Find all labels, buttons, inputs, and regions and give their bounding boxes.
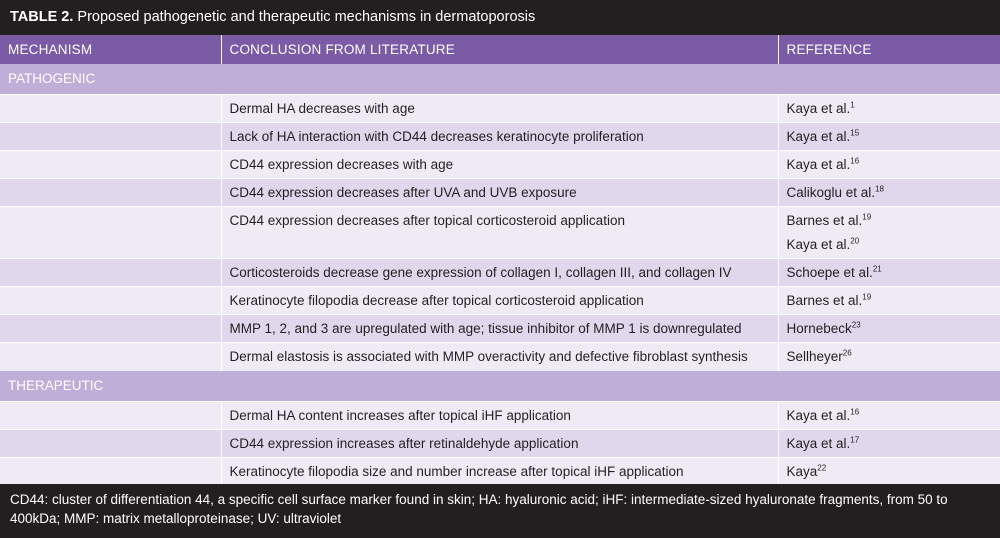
table-title	[0, 0, 1000, 35]
section-row-therapeutic	[0, 371, 1000, 402]
conclusion-cell: Corticosteroids decrease gene expression of collagen I, collagen III, and collagen IV	[221, 259, 778, 287]
table-row	[0, 401, 1000, 429]
reference-number: 19	[862, 212, 872, 222]
table-row	[0, 457, 1000, 485]
mechanism-cell	[0, 179, 221, 207]
reference-cell	[778, 401, 1000, 429]
header-conclusion: CONCLUSION FROM LITERATURE	[221, 35, 778, 64]
reference-number: 16	[850, 156, 860, 166]
table-row	[0, 123, 1000, 151]
reference-cell	[778, 207, 1000, 259]
reference-cell	[778, 179, 1000, 207]
mechanism-cell	[0, 401, 221, 429]
reference-cell	[778, 457, 1000, 485]
table-caption: Proposed pathogenetic and therapeutic mechanisms in dermatoporosis	[77, 9, 536, 25]
mechanism-cell	[0, 457, 221, 485]
reference-number: 20	[850, 236, 860, 246]
mechanism-cell	[0, 343, 221, 371]
reference-number: 22	[817, 463, 827, 472]
conclusion-cell: CD44 expression decreases after topical corticosteroid application	[221, 207, 778, 259]
mechanism-cell	[0, 287, 221, 315]
reference-cell	[778, 95, 1000, 123]
conclusion-cell: CD44 expression decreases with age	[221, 151, 778, 179]
mechanism-cell	[0, 95, 221, 123]
reference-name: Calikoglu et al.	[786, 185, 876, 200]
conclusion-cell: Keratinocyte filopodia decrease after topical corticosteroid application	[221, 287, 778, 315]
reference-number: 16	[850, 407, 860, 416]
conclusion-cell: Dermal elastosis is associated with MMP overactivity and defective fibroblast synthesis	[221, 343, 778, 371]
reference-number: 18	[875, 184, 884, 194]
section-row-pathogenic	[0, 64, 1000, 95]
table-row	[0, 315, 1000, 343]
header-reference: REFERENCE	[778, 35, 1000, 64]
reference-name: Kaya et al.	[786, 435, 851, 451]
table-row	[0, 151, 1000, 179]
mechanism-cell	[0, 151, 221, 179]
table-row	[0, 429, 1000, 457]
conclusion-cell: Keratinocyte filopodia size and number increase after topical iHF application	[221, 457, 778, 485]
reference-name: Kaya et al.	[786, 129, 851, 144]
table-row	[0, 179, 1000, 207]
table-label: TABLE 2.	[10, 9, 74, 25]
header-row	[0, 35, 1000, 64]
reference-name: Barnes et al.	[786, 293, 863, 308]
reference-number: 1	[850, 100, 855, 110]
table-footnote: CD44: cluster of differentiation 44, a specific cell surface marker found in skin; HA: hyaluronic acid; iHF: intermediate-sized hyaluronate fragments, from 50 to 400kDa; MMP: matrix metalloproteinase; UV: ultraviolet	[0, 484, 1000, 538]
reference-number: 19	[862, 292, 872, 302]
reference-name: Barnes et al.	[786, 213, 863, 228]
reference-cell	[778, 123, 1000, 151]
section-label: PATHOGENIC	[0, 64, 1000, 95]
reference-cell	[778, 343, 1000, 371]
conclusion-cell: Lack of HA interaction with CD44 decreases keratinocyte proliferation	[221, 123, 778, 151]
mechanism-cell	[0, 429, 221, 457]
reference-cell	[778, 151, 1000, 179]
conclusion-cell: Dermal HA decreases with age	[221, 95, 778, 123]
reference-name: Schoepe et al.	[786, 265, 873, 280]
reference-cell	[778, 259, 1000, 287]
reference-name: Hornebeck	[786, 321, 852, 336]
reference-number: 15	[850, 128, 860, 138]
reference-number: 21	[872, 264, 882, 274]
mechanism-cell	[0, 315, 221, 343]
conclusion-cell: CD44 expression increases after retinaldehyde application	[221, 429, 778, 457]
reference-name: Sellheyer	[786, 349, 843, 364]
table-row	[0, 95, 1000, 123]
table-row	[0, 259, 1000, 287]
reference-cell	[778, 315, 1000, 343]
conclusion-cell: Dermal HA content increases after topical iHF application	[221, 401, 778, 429]
reference-name: Kaya et al.	[786, 237, 851, 252]
table-row	[0, 287, 1000, 315]
reference-name: Kaya et al.	[786, 407, 851, 423]
mechanism-cell	[0, 123, 221, 151]
mechanism-cell	[0, 259, 221, 287]
reference-number: 26	[842, 348, 852, 358]
reference-number: 17	[850, 435, 860, 444]
reference-name: Kaya et al.	[786, 101, 851, 116]
conclusion-cell: CD44 expression decreases after UVA and UVB exposure	[221, 179, 778, 207]
reference-name: Kaya et al.	[786, 157, 851, 172]
reference-cell	[778, 429, 1000, 457]
reference-cell	[778, 287, 1000, 315]
table-row	[0, 343, 1000, 371]
reference-name: Kaya	[786, 463, 818, 479]
table-row	[0, 207, 1000, 259]
reference-number: 23	[851, 320, 861, 330]
section-label: THERAPEUTIC	[0, 371, 1000, 402]
mechanisms-table	[0, 35, 1000, 485]
header-mechanism: MECHANISM	[0, 35, 221, 64]
mechanism-cell	[0, 207, 221, 259]
conclusion-cell: MMP 1, 2, and 3 are upregulated with age; tissue inhibitor of MMP 1 is downregulated	[221, 315, 778, 343]
